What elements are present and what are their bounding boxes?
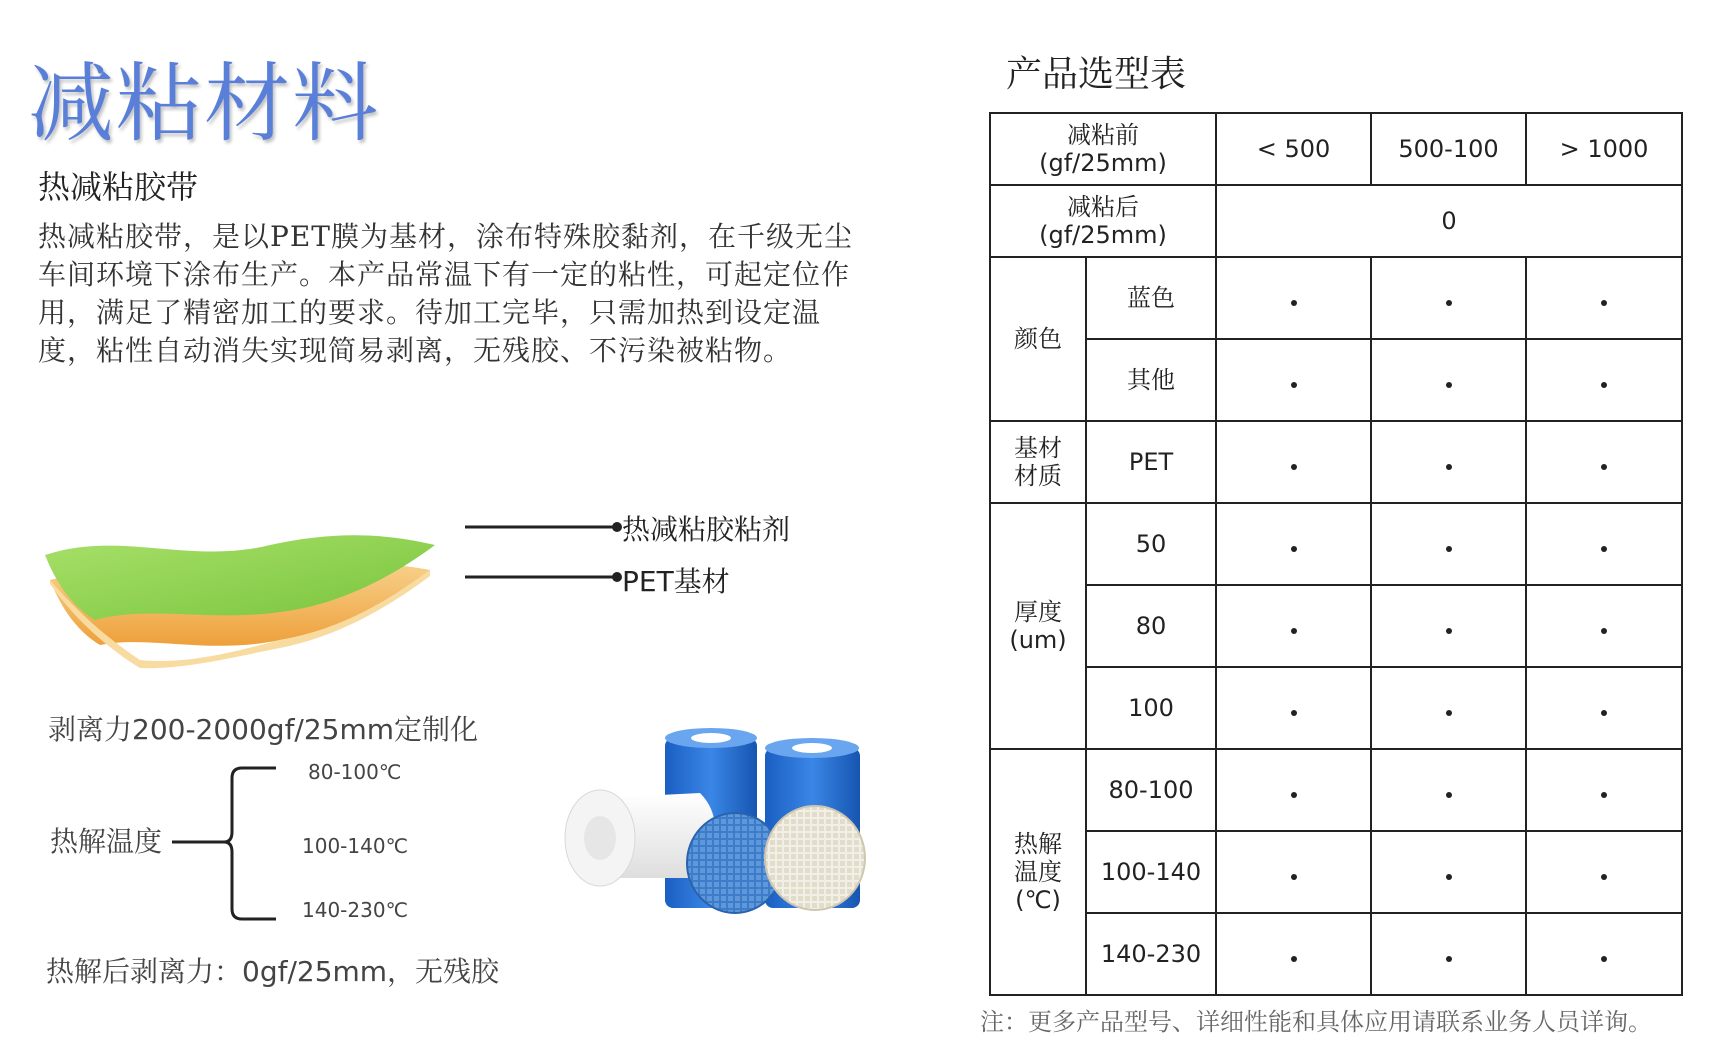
check-cell	[1216, 503, 1371, 585]
dot-marker	[1601, 300, 1607, 306]
temperature-bracket	[172, 765, 282, 925]
check-cell	[1216, 339, 1371, 421]
layer-leader-lines	[465, 515, 625, 585]
table-row	[990, 585, 1682, 667]
dot-marker	[1446, 710, 1452, 716]
row-label: PET	[1086, 421, 1216, 503]
dot-marker	[1291, 956, 1297, 962]
adhesive-layer-label: 热减粘胶粘剂	[622, 513, 791, 546]
table-row	[990, 257, 1682, 339]
product-description: 热减粘胶带，是以PET膜为基材，涂布特殊胶黏剂，在千级无尘车间环境下涂布生产。本产品常温下有一定的粘性，可起定位作用，满足了精密加工的要求。待加工完毕，只需加热到设定温度，粘性自动消失实现简易剥离，无残胶、不污染被粘物。	[38, 220, 853, 367]
check-cell	[1526, 421, 1682, 503]
after-pyrolysis-text: 热解后剥离力：0gf/25mm，无残胶	[46, 955, 500, 988]
after-label: 减粘后 (gf/25mm)	[1039, 193, 1167, 249]
white-disc	[765, 806, 865, 910]
check-cell	[1526, 667, 1682, 749]
check-cell	[1371, 257, 1526, 339]
after-row	[990, 185, 1682, 257]
check-cell	[1371, 503, 1526, 585]
product-selection-table	[989, 112, 1683, 996]
footnote: 注：更多产品型号、详细性能和具体应用请联系业务人员详询。	[980, 1008, 1652, 1036]
dot-marker	[1601, 546, 1607, 552]
row-label: 蓝色	[1086, 257, 1216, 339]
temp-range-1: 80-100℃	[308, 760, 402, 784]
table-row	[990, 831, 1682, 913]
check-cell	[1216, 913, 1371, 995]
check-cell	[1216, 421, 1371, 503]
table-row	[990, 503, 1682, 585]
check-cell	[1371, 339, 1526, 421]
dot-marker	[1601, 956, 1607, 962]
row-label: 100	[1086, 667, 1216, 749]
table-row	[990, 421, 1682, 503]
dot-marker	[1601, 464, 1607, 470]
dot-marker	[1291, 546, 1297, 552]
check-cell	[1216, 749, 1371, 831]
table-title: 产品选型表	[1006, 54, 1187, 95]
check-cell	[1216, 667, 1371, 749]
table-row	[990, 667, 1682, 749]
dot-marker	[1291, 382, 1297, 388]
row-label: 140-230	[1086, 913, 1216, 995]
group-label: 基材 材质	[990, 421, 1086, 503]
dot-marker	[1446, 464, 1452, 470]
pet-layer-label: PET基材	[622, 565, 730, 598]
check-cell	[1526, 339, 1682, 421]
dot-marker	[1291, 628, 1297, 634]
dot-marker	[1446, 628, 1452, 634]
check-cell	[1371, 913, 1526, 995]
table-header-row	[990, 113, 1682, 185]
before-label-cell	[990, 113, 1216, 185]
col-header: > 1000	[1526, 113, 1682, 185]
dot-marker	[1446, 874, 1452, 880]
check-cell	[1526, 913, 1682, 995]
col-header: 500-100	[1371, 113, 1526, 185]
check-cell	[1371, 667, 1526, 749]
col-header: < 500	[1216, 113, 1371, 185]
dot-marker	[1601, 628, 1607, 634]
check-cell	[1371, 421, 1526, 503]
row-label: 80	[1086, 585, 1216, 667]
check-cell	[1526, 749, 1682, 831]
row-label: 80-100	[1086, 749, 1216, 831]
row-label: 100-140	[1086, 831, 1216, 913]
tape-rolls-image	[560, 728, 880, 928]
group-label: 热解 温度 (℃)	[990, 749, 1086, 995]
check-cell	[1526, 585, 1682, 667]
table-row	[990, 339, 1682, 421]
check-cell	[1216, 585, 1371, 667]
check-cell	[1371, 749, 1526, 831]
check-cell	[1371, 585, 1526, 667]
dot-marker	[1601, 710, 1607, 716]
temp-range-2: 100-140℃	[302, 834, 409, 858]
dot-marker	[1291, 874, 1297, 880]
dot-marker	[1291, 300, 1297, 306]
product-subtitle: 热减粘胶带	[38, 168, 199, 206]
page-title: 减粘材料	[28, 54, 380, 154]
group-label: 厚度 (um)	[990, 503, 1086, 749]
check-cell	[1526, 257, 1682, 339]
before-label: 减粘前 (gf/25mm)	[1039, 121, 1167, 177]
peel-force-text: 剥离力200-2000gf/25mm定制化	[48, 713, 479, 746]
dot-marker	[1291, 710, 1297, 716]
dot-marker	[1291, 464, 1297, 470]
dot-marker	[1446, 792, 1452, 798]
dot-marker	[1446, 956, 1452, 962]
check-cell	[1371, 831, 1526, 913]
check-cell	[1216, 257, 1371, 339]
group-label: 颜色	[990, 257, 1086, 421]
temp-range-3: 140-230℃	[302, 898, 409, 922]
dot-marker	[1601, 382, 1607, 388]
dot-marker	[1291, 792, 1297, 798]
layer-structure-illustration	[40, 520, 440, 670]
dot-marker	[1446, 546, 1452, 552]
dot-marker	[1446, 382, 1452, 388]
row-label: 50	[1086, 503, 1216, 585]
dot-marker	[1601, 792, 1607, 798]
table-row	[990, 749, 1682, 831]
dot-marker	[1601, 874, 1607, 880]
after-label-cell	[990, 185, 1216, 257]
check-cell	[1526, 503, 1682, 585]
row-label: 其他	[1086, 339, 1216, 421]
pyrolysis-label: 热解温度	[50, 825, 163, 858]
table-row	[990, 913, 1682, 995]
check-cell	[1216, 831, 1371, 913]
after-value: 0	[1216, 185, 1682, 257]
dot-marker	[1446, 300, 1452, 306]
check-cell	[1526, 831, 1682, 913]
